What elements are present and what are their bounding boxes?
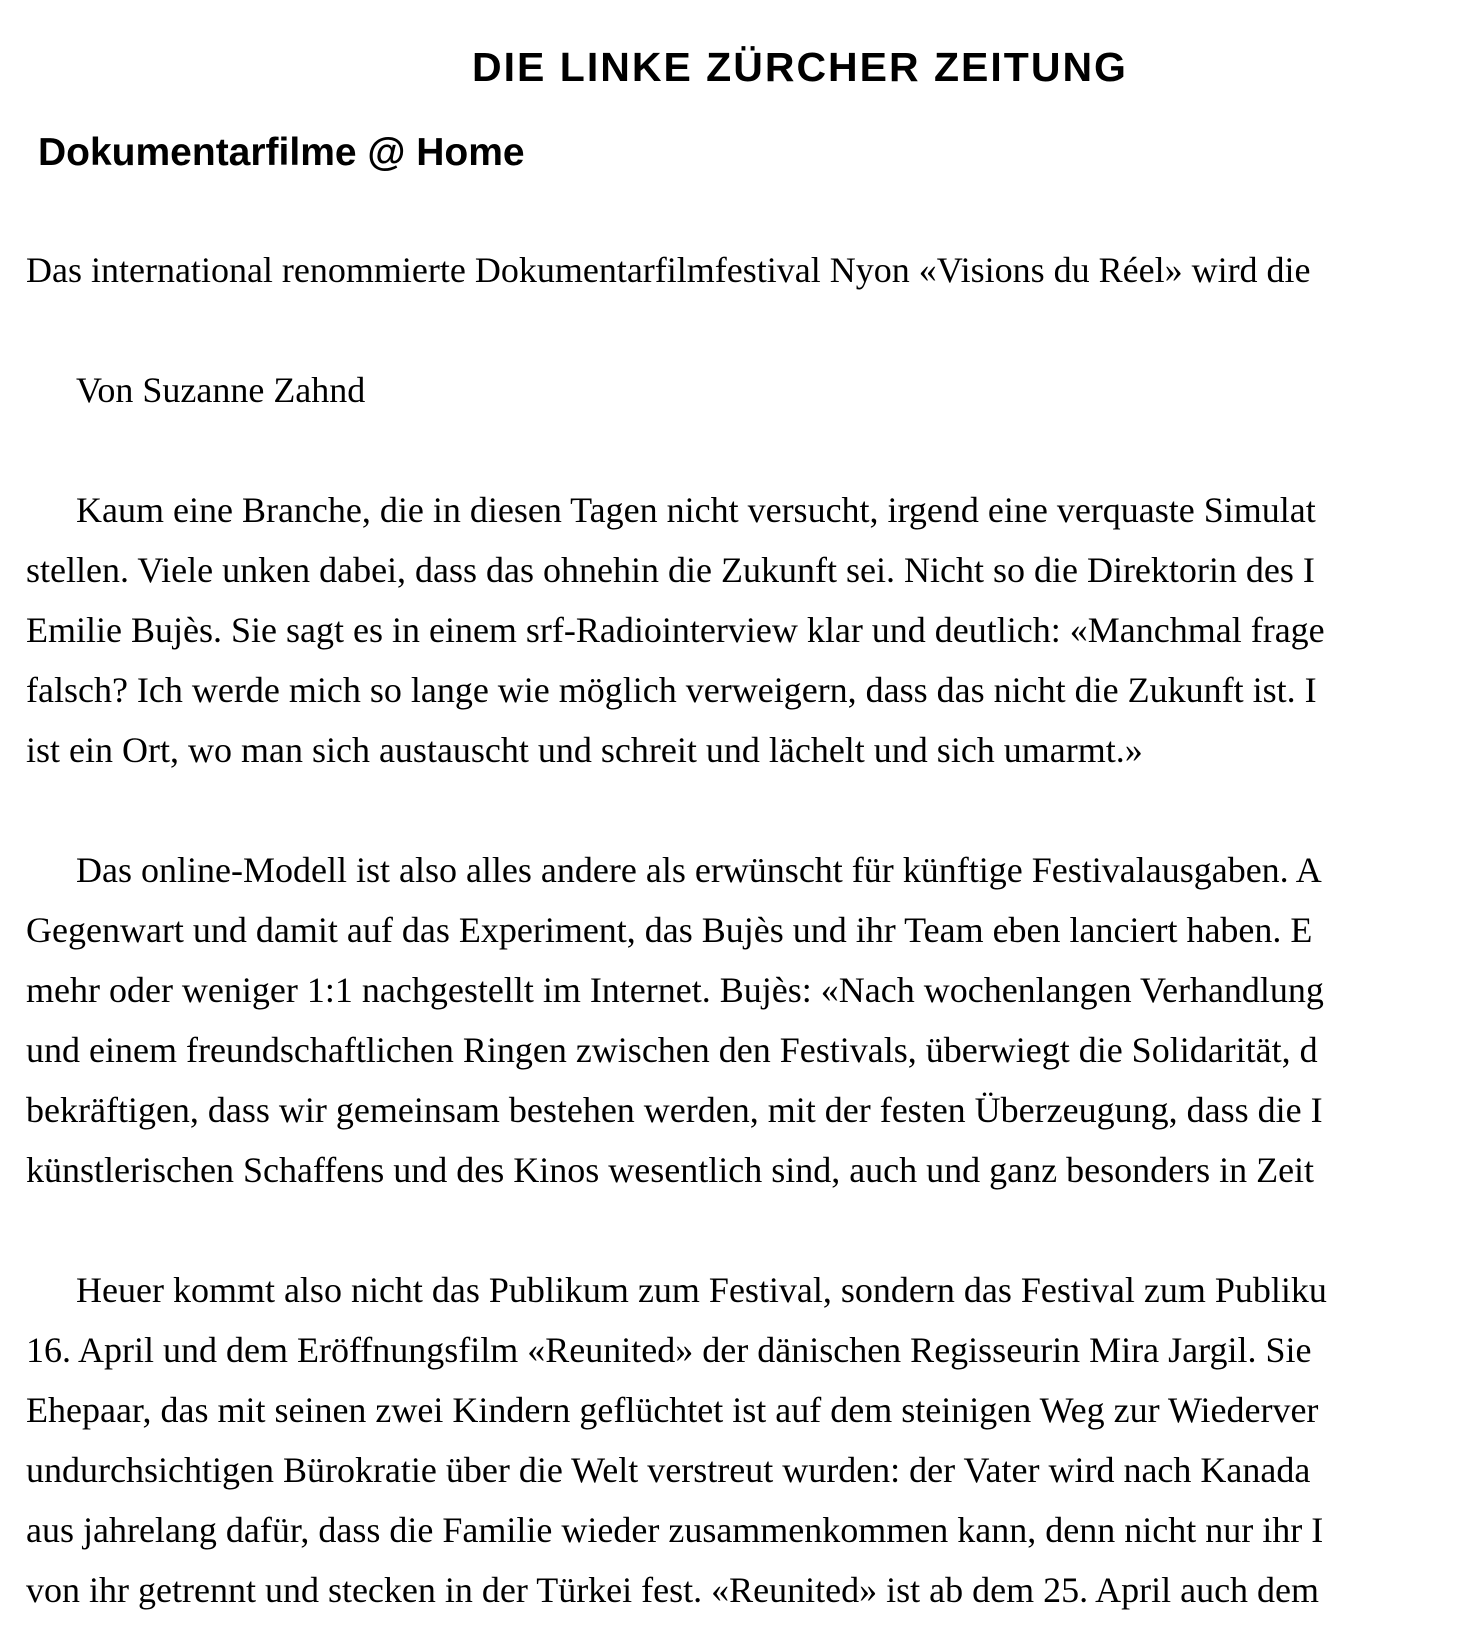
paragraph-line: 16. April und dem Eröffnungsfilm «Reunited» der dänischen Regisseurin Mira Jargil. Sie: [26, 1330, 1312, 1370]
paragraph-line: bekräftigen, dass wir gemeinsam bestehen werden, mit der festen Überzeugung, dass die I: [26, 1090, 1323, 1130]
paragraph-line: Kaum eine Branche, die in diesen Tagen nicht versucht, irgend eine verquaste Simulat: [76, 490, 1316, 530]
paragraph-line: falsch? Ich werde mich so lange wie möglich verweigern, dass das nicht die Zukunft ist. I: [26, 670, 1317, 710]
paragraph-line: von ihr getrennt und stecken in der Türkei fest. «Reunited» ist ab dem 25. April auch dem: [26, 1570, 1320, 1610]
paragraph-line: Gegenwart und damit auf das Experiment, das Bujès und ihr Team eben lanciert haben. E: [26, 910, 1313, 950]
paragraph-line: Ehepaar, das mit seinen zwei Kindern geflüchtet ist auf dem steinigen Weg zur Wiederver: [26, 1390, 1319, 1430]
masthead: DIE LINKE ZÜRCHER ZEITUNG: [472, 44, 1128, 90]
paragraph: [26, 480, 1457, 780]
paragraph-line: Heuer kommt also nicht das Publikum zum Festival, sondern das Festival zum Publiku: [76, 1270, 1327, 1310]
paragraph: [26, 1260, 1457, 1620]
paragraph: [26, 840, 1457, 1200]
article-headline: Dokumentarfilme @ Home: [38, 131, 525, 174]
lead-paragraph: Das international renommierte Dokumentarfilmfestival Nyon «Visions du Réel» wird die: [26, 250, 1311, 290]
paragraph-line: Das online-Modell ist also alles andere als erwünscht für künftige Festivalausgaben. A: [76, 850, 1322, 890]
paragraph-line: und einem freundschaftlichen Ringen zwischen den Festivals, überwiegt die Solidarität, d: [26, 1030, 1318, 1070]
paragraph-line: künstlerischen Schaffens und des Kinos wesentlich sind, auch und ganz besonders in Zeit: [26, 1150, 1315, 1190]
paragraph-line: stellen. Viele unken dabei, dass das ohnehin die Zukunft sei. Nicht so die Direktorin des I: [26, 550, 1315, 590]
byline: Von Suzanne Zahnd: [76, 370, 366, 410]
paragraph-line: mehr oder weniger 1:1 nachgestellt im Internet. Bujès: «Nach wochenlangen Verhandlung: [26, 970, 1324, 1010]
paragraph-line: ist ein Ort, wo man sich austauscht und schreit und lächelt und sich umarmt.»: [26, 730, 1143, 770]
paragraph-line: aus jahrelang dafür, dass die Familie wieder zusammenkommen kann, denn nicht nur ihr I: [26, 1510, 1324, 1550]
paragraph-line: undurchsichtigen Bürokratie über die Welt verstreut wurden: der Vater wird nach Kanada: [26, 1450, 1311, 1490]
article-body: [26, 240, 1457, 1620]
paragraph-line: Emilie Bujès. Sie sagt es in einem srf-Radiointerview klar und deutlich: «Manchmal frage: [26, 610, 1325, 650]
